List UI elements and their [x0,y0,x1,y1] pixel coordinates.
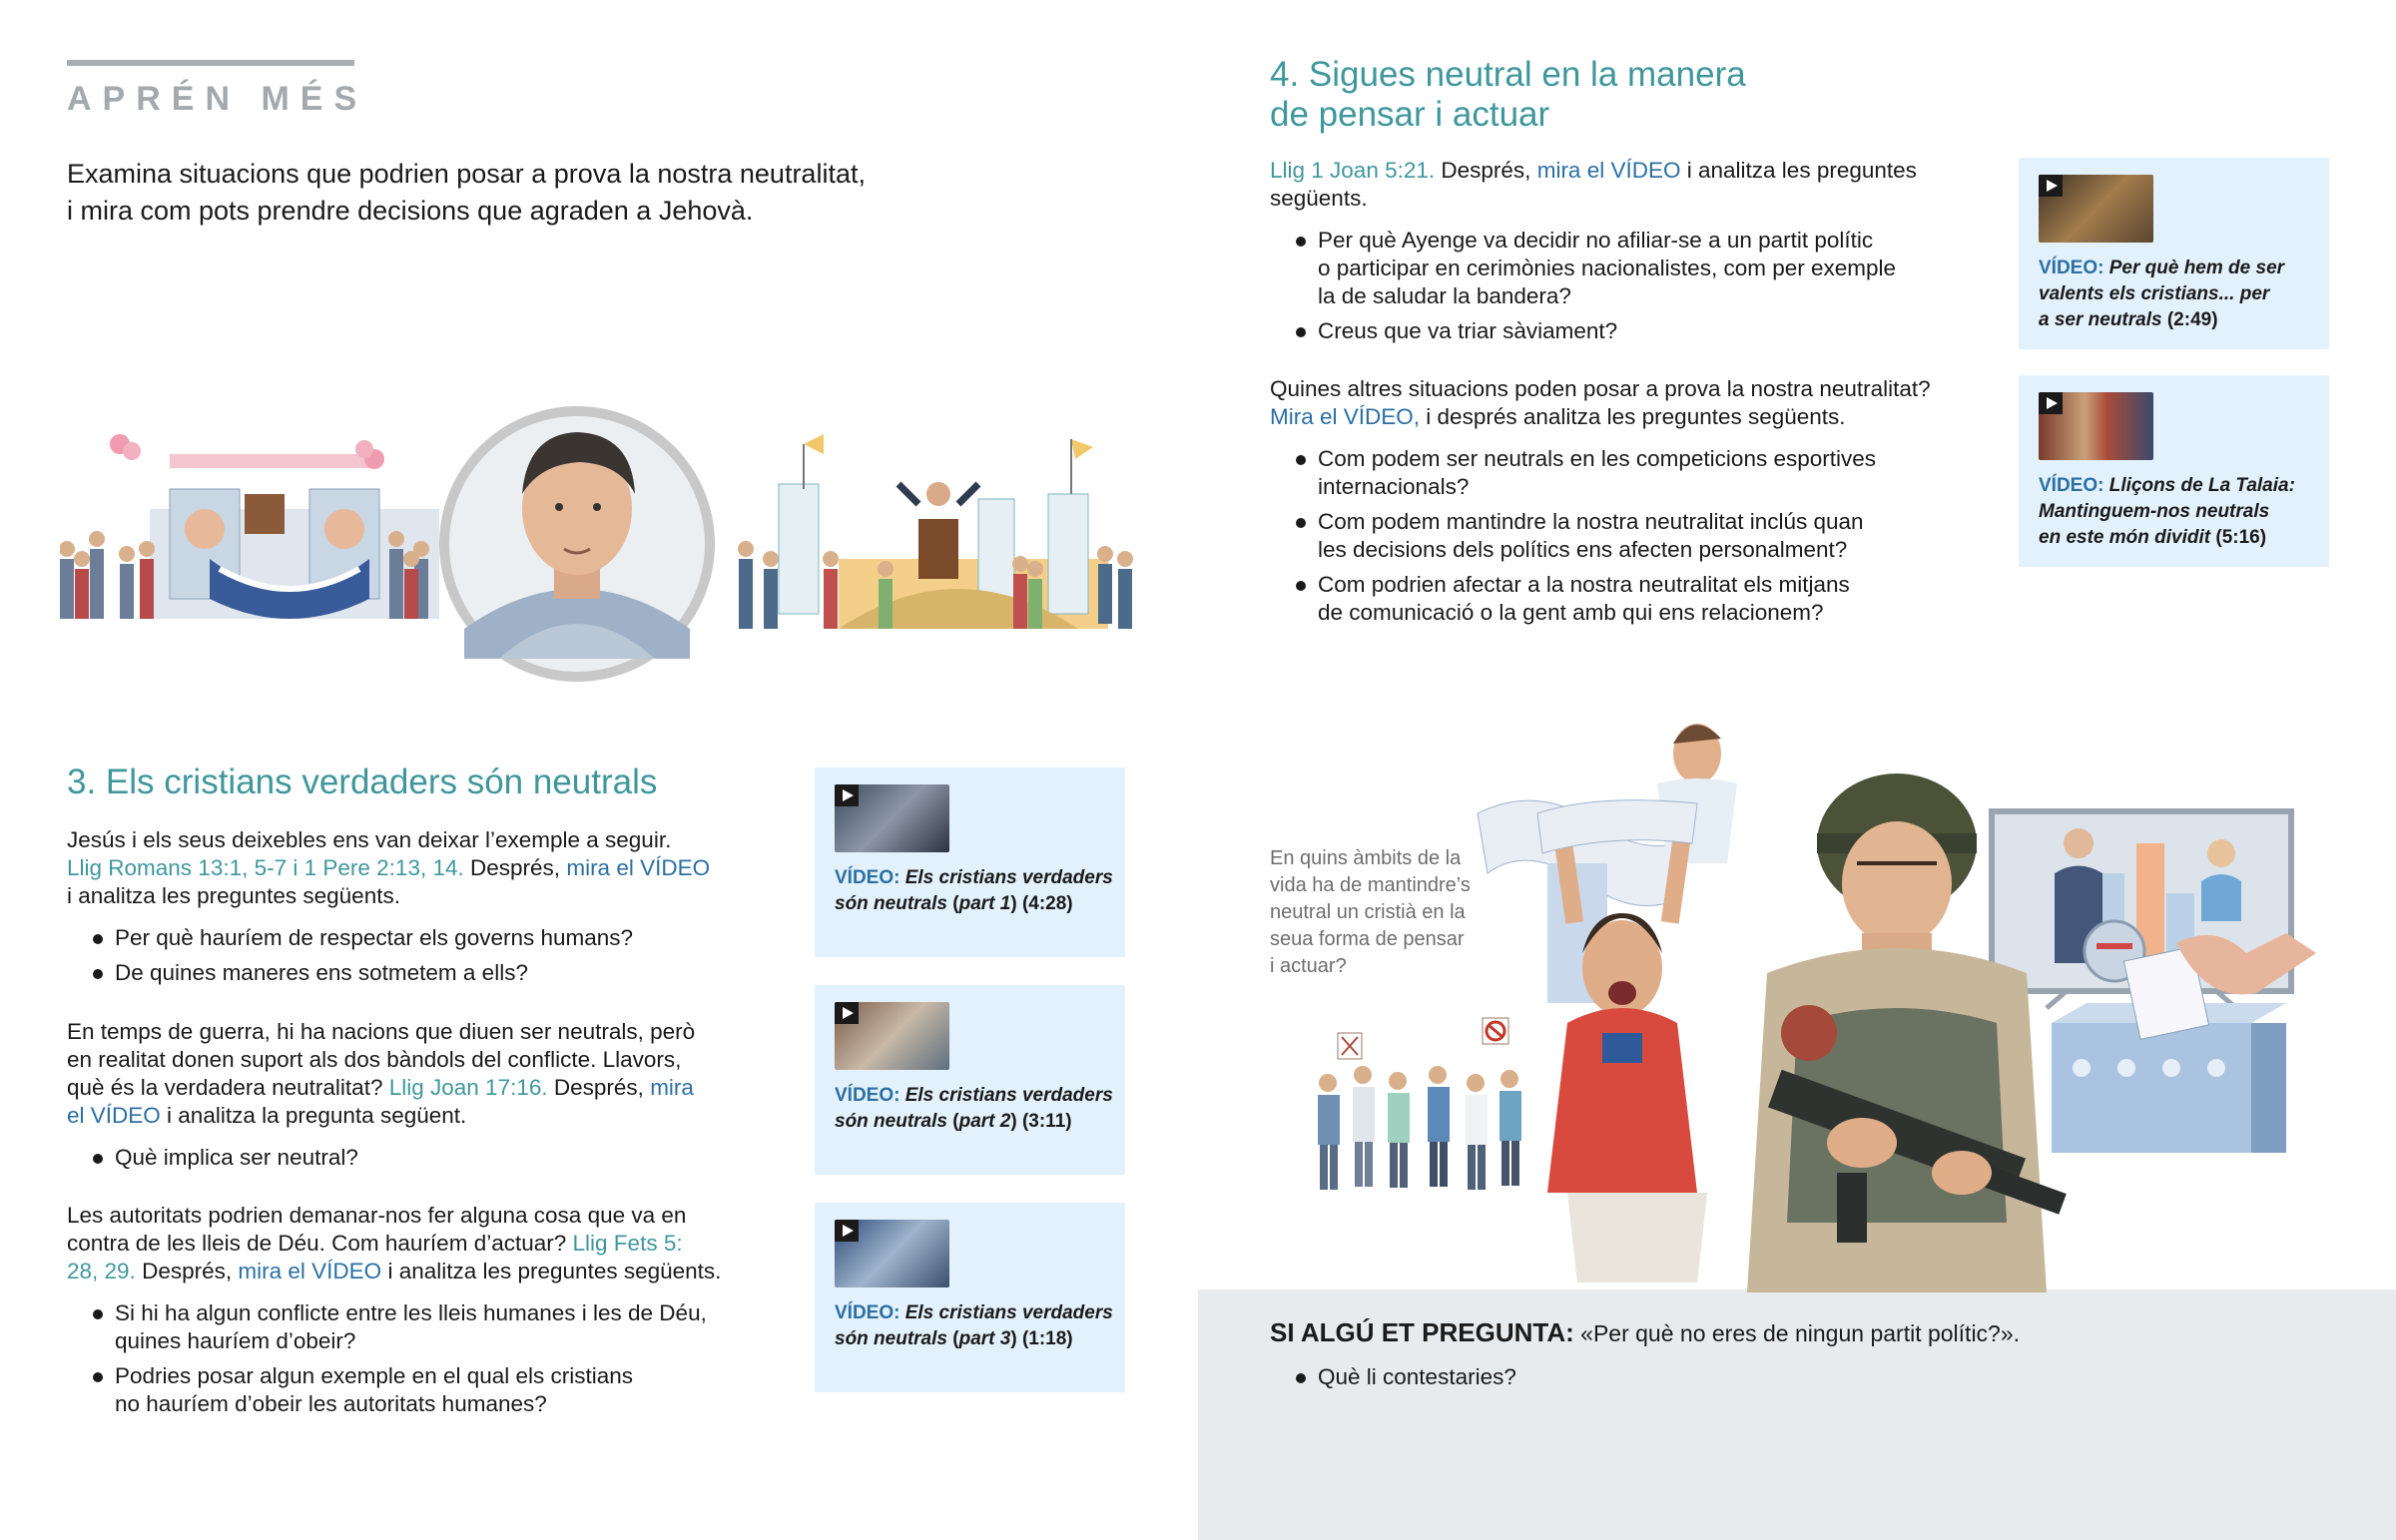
video-thumbnail[interactable] [2039,175,2153,243]
list-item: Per què hauríem de respectar els governs humans? [67,924,766,952]
learn-more-rule [67,60,354,66]
scripture-link-1john[interactable]: Llig 1 Joan 5:21. [1270,158,1436,183]
video-box-part-2[interactable] [815,985,1125,1175]
someone-asks-line [1270,1317,2020,1348]
watch-video-link[interactable]: mira el VÍDEO [1536,158,1681,183]
someone-asks-label: SI ALGÚ ET PREGUNTA: [1270,1317,1574,1347]
list-item: Com podem mantindre la nostra neutralitat inclús quan les decisions dels polítics ens afecten personalment? [1270,508,1969,564]
play-icon[interactable] [2039,392,2063,414]
list-item: Creus que va triar sàviament? [1270,317,1969,345]
section-3-heading: 3. Els cristians verdaders són neutrals [67,763,658,801]
section-3-paragraph-2: En temps de guerra, hi ha nacions que diuen ser neutrals, però en realitat donen suport als dos bàndols del conflicte. Llavors, què és la verdadera neutralitat? Llig Joan 17:16. Després, mira el VÍDEO i analitza la pregunta següent. [67,1019,696,1128]
someone-asks-bullets [1270,1363,1969,1398]
learn-more-title: APRÉN MÉS [67,80,368,118]
section-4-heading: 4. Sigues neutral en la manera de pensar i actuar [1270,55,1746,134]
protesters [1318,1018,1521,1190]
video-caption: VÍDEO: Els cristians verdaders són neutrals (part 1) (4:28) [835,867,1113,914]
watch-video-link[interactable]: Mira el VÍDEO, [1270,404,1421,429]
neutrality-illustration [1298,704,2366,1292]
watch-video-link[interactable]: el VÍDEO [67,1103,161,1128]
video-caption: VÍDEO: Els cristians verdaders són neutrals (part 3) (1:18) [835,1302,1113,1349]
watch-video-link[interactable]: mira [650,1075,694,1100]
watch-video-link[interactable]: mira el VÍDEO [566,855,711,880]
play-icon[interactable] [835,784,859,806]
section-4-questions-2 [1270,445,1969,634]
video-thumbnail[interactable] [835,1220,949,1287]
section-3-questions-2 [67,1144,766,1179]
learn-more-intro: Examina situacions que podrien posar a prova la nostra neutralitat, i mira com pots prendre decisions que agraden a Jehovà. [67,159,866,226]
scripture-link-acts[interactable]: 28, 29. [67,1259,136,1283]
right-rally-scene [738,434,1133,629]
video-thumbnail[interactable] [2039,392,2153,460]
rally-illustration [60,399,1158,689]
list-item: De quines maneres ens sotmetem a ells? [67,959,766,987]
video-thumbnail[interactable] [835,784,949,852]
play-icon[interactable] [2039,175,2063,197]
video-box-watchtower-lessons[interactable] [2019,375,2329,567]
video-box-courage[interactable] [2019,158,2329,349]
section-3-questions-1 [67,924,766,994]
illustration-caption: En quins àmbits de la vida ha de mantindre’s neutral un cristià en la seua forma de pensar i actuar? [1270,847,1471,977]
video-caption: VÍDEO: Lliçons de La Talaia: Mantinguem-nos neutrals en este món dividit (5:16) [2039,475,2295,548]
scripture-link-acts[interactable]: Llig Fets 5: [572,1231,683,1256]
section-3-paragraph-1: Jesús i els seus deixebles ens van deixar l’exemple a seguir. Llig Romans 13:1, 5-7 i 1 Pere 2:13, 14. Després, mira el VÍDEO i analitza les preguntes següents. [67,827,711,908]
list-item: Què implica ser neutral? [67,1144,766,1172]
video-box-part-1[interactable] [815,768,1125,957]
section-4-questions-1 [1270,227,1969,352]
list-item: Com podrien afectar a la nostra neutralitat els mitjans de comunicació o la gent amb qui ens relacionem? [1270,571,1969,627]
section-3-paragraph-3: Les autoritats podrien demanar-nos fer alguna cosa que va en contra de les lleis de Déu. Com hauríem d’actuar? Llig Fets 5: 28, 29. Després, mira el VÍDEO i analitza les preguntes següents. [67,1203,722,1283]
left-rally-scene [60,434,439,619]
video-thumbnail[interactable] [835,1002,949,1070]
list-item: Com podem ser neutrals en les competicions esportives internacionals? [1270,445,1969,501]
scripture-link-john[interactable]: Llig Joan 17:16. [388,1075,548,1100]
someone-asks-question: «Per què no eres de ningun partit polític?». [1580,1320,2021,1346]
list-item: Per què Ayenge va decidir no afiliar-se a un partit polític o participar en cerimònies nacionalistes, com per exemple la de saludar la bandera? [1270,227,1969,310]
list-item: Què li contestaries? [1270,1363,1969,1391]
play-icon[interactable] [835,1220,859,1242]
video-caption: VÍDEO: Els cristians verdaders són neutrals (part 2) (3:11) [835,1085,1113,1132]
section-4-paragraph-1: Llig 1 Joan 5:21. Després, mira el VÍDEO i analitza les preguntes següents. [1270,158,1917,211]
play-icon[interactable] [835,1002,859,1024]
list-item: Podries posar algun exemple en el qual els cristians no hauríem d’obeir les autoritats humanes? [67,1362,786,1418]
list-item: Si hi ha algun conflicte entre les lleis humanes i les de Déu, quines hauríem d’obeir? [67,1299,786,1355]
section-3-questions-3 [67,1299,786,1425]
portrait-man [439,406,715,682]
video-caption: VÍDEO: Per què hem de ser valents els cristians... per a ser neutrals (2:49) [2039,257,2285,330]
watch-video-link[interactable]: mira el VÍDEO [238,1259,382,1283]
video-box-part-3[interactable] [815,1203,1125,1392]
scripture-link-romans[interactable]: Llig Romans 13:1, 5-7 i 1 Pere 2:13, 14. [67,855,464,880]
section-4-paragraph-2: Quines altres situacions poden posar a prova la nostra neutralitat? Mira el VÍDEO, i després analitza les preguntes següents. [1270,376,1931,429]
